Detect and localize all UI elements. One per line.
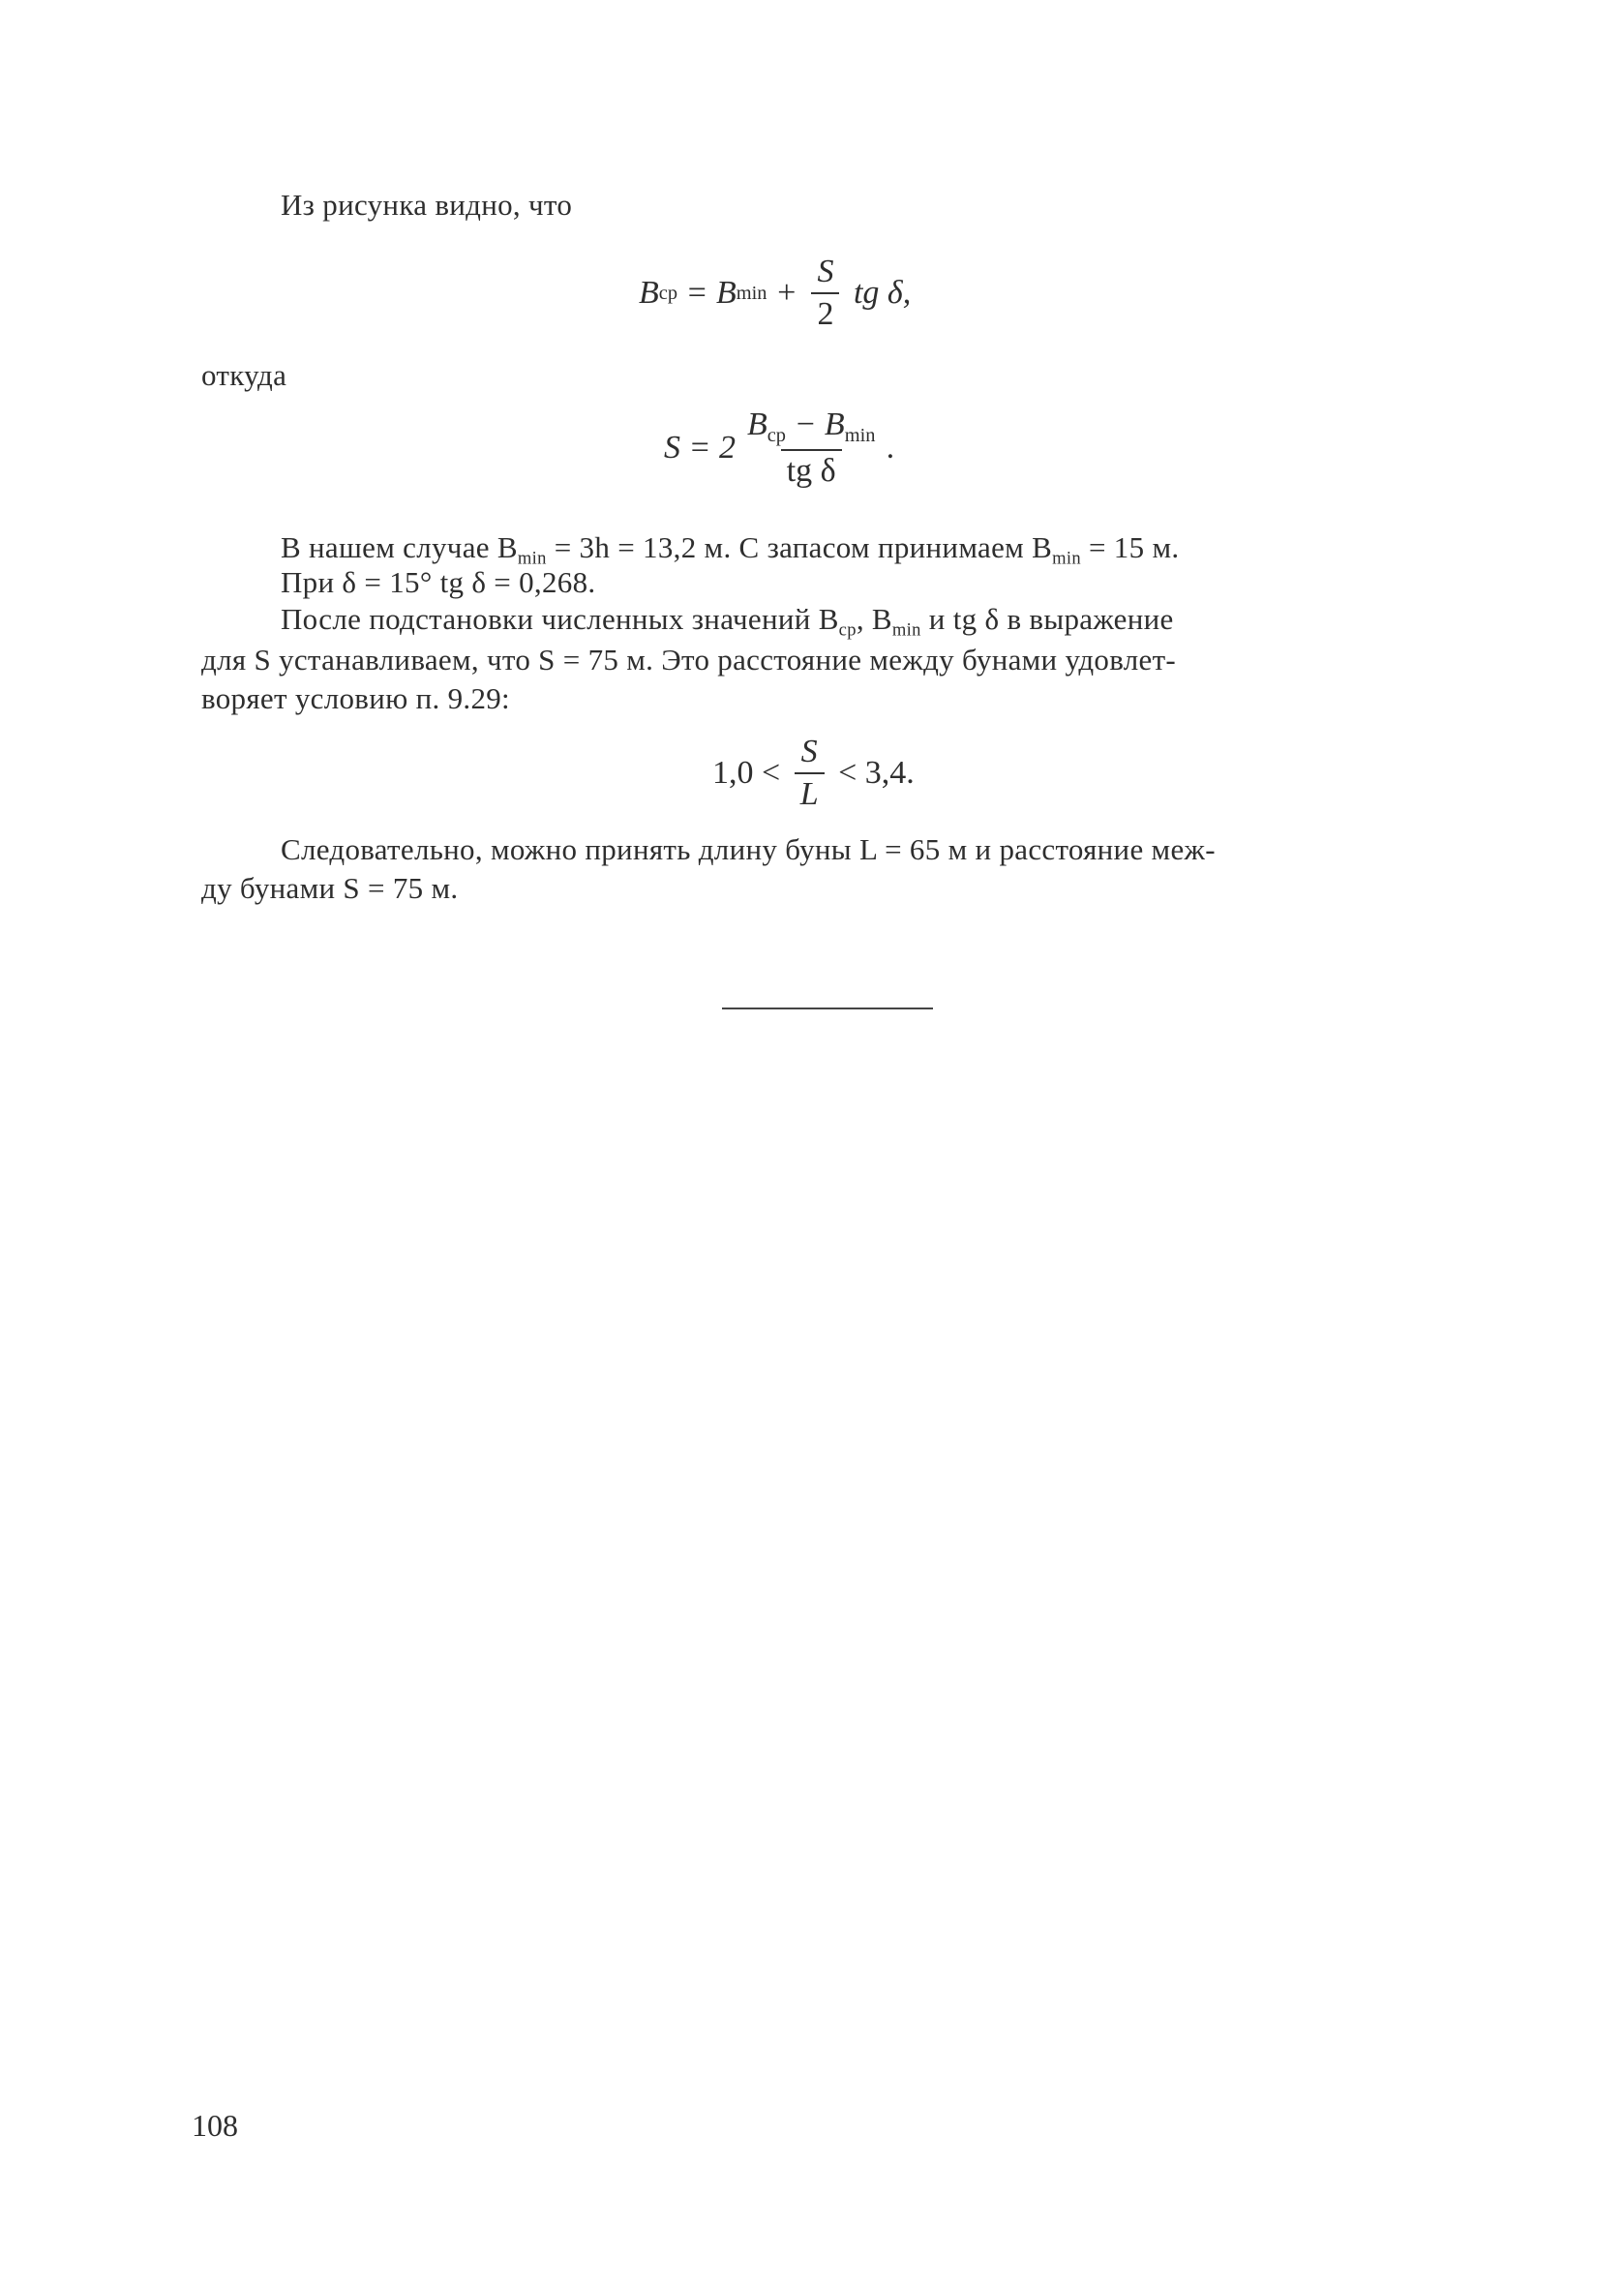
fraction-s-over-l: $\frac{S}{L}$ bbox=[795, 734, 825, 813]
fraction-bcp-minus-bmin: $\frac{B_{ср} - B_{min}}{\text{tg δ}}$ bbox=[746, 406, 876, 490]
section-end-rule bbox=[722, 1008, 933, 1009]
paragraph-1-line-1: В нашем случае $B_{min} = 3h = 13,2$ м. С запасом принимаем $B_{min} = 15$ м. bbox=[281, 530, 1180, 569]
paragraph-3-line-2: ду бунами S = 75 м. bbox=[201, 871, 459, 905]
formula-s: S = 2 $\frac{B_{ср} - B_{min}}{\text{tg δ}}$ . bbox=[664, 406, 895, 490]
formula-ratio: 1,0 < $\frac{S}{L}$ < 3,4. bbox=[712, 734, 915, 812]
fraction-s-over-2: $\frac{S}{2}$ bbox=[811, 254, 839, 333]
paragraph-2-line-1: После подстановки численных значений $B_{ср}$, $B_{min}$ и tg δ в выражение bbox=[281, 602, 1174, 641]
paragraph-3-line-1: Следовательно, можно принять длину буны L = 65 м и расстояние меж- bbox=[281, 832, 1216, 866]
paragraph-2-line-3: воряет условию п. 9.29: bbox=[201, 681, 510, 715]
formula-bcp: B ср = B min + $\frac{S}{2}$ tg δ, bbox=[639, 254, 912, 332]
otkuda-line bbox=[201, 358, 286, 393]
page-number: 108 bbox=[192, 2108, 238, 2143]
intro-line bbox=[281, 188, 572, 223]
paragraph-2-line-2: для S устанавливаем, что S = 75 м. Это расстояние между бунами удовлет- bbox=[201, 643, 1177, 677]
intro-text: Из рисунка видно, что bbox=[281, 188, 573, 222]
otkuda-text: откуда bbox=[201, 358, 287, 392]
paragraph-1-line-2: При δ = 15° tg δ = 0,268. bbox=[281, 565, 596, 599]
